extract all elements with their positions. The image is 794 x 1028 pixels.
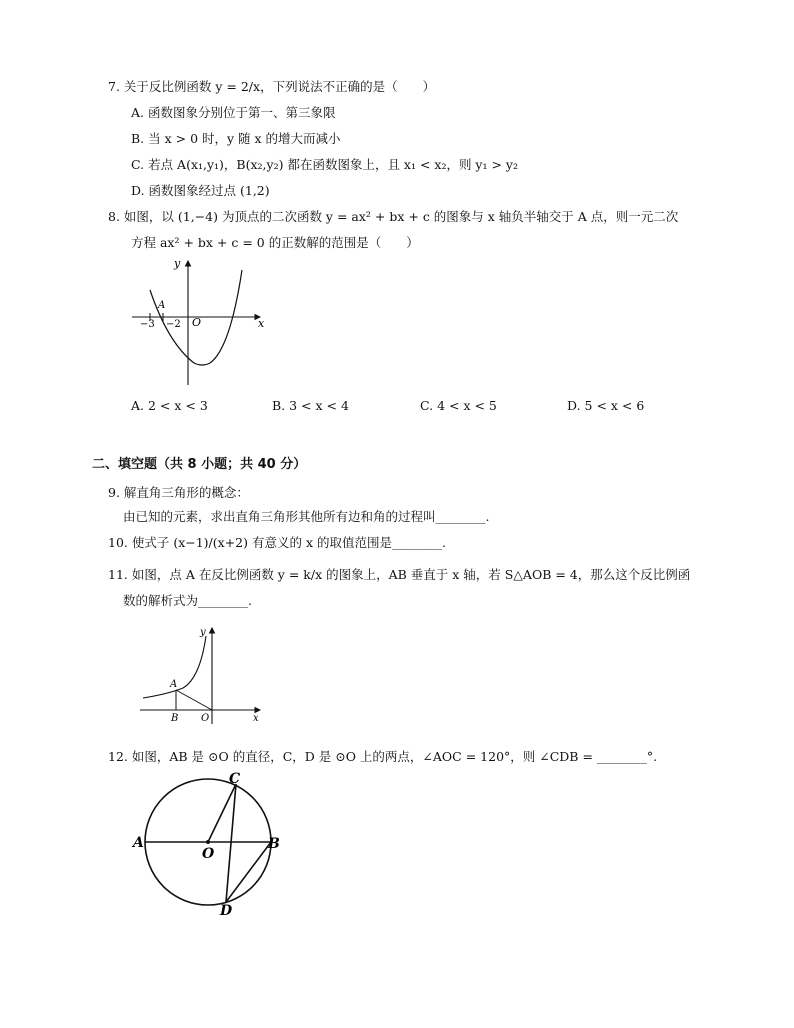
q8-option-b: B. 3 < x < 4 <box>272 398 349 413</box>
q8-label-a: A <box>158 300 166 311</box>
q7-option-a: A. 函数图象分别位于第一、第三象限 <box>131 105 336 120</box>
q12-label-d: D <box>220 903 233 919</box>
q11-hyperbola-graph <box>138 622 266 726</box>
q7-option-b: B. 当 x > 0 时，y 随 x 的增大而减小 <box>131 131 341 146</box>
q8-label-y: y <box>174 257 181 270</box>
q12-label-a: A <box>133 835 144 851</box>
q7-option-c: C. 若点 A(x₁,y₁)，B(x₂,y₂) 都在函数图象上，且 x₁ < x₂，则 y₁ > y₂ <box>131 157 519 172</box>
q8-stem-line1: 8. 如图，以 (1,−4) 为顶点的二次函数 y = ax² + bx + c 的图象与 x 轴负半轴交于 A 点，则一元二次 <box>108 209 679 224</box>
q11-label-a: A <box>170 679 178 690</box>
q7-stem: 7. 关于反比例函数 y = 2/x，下列说法不正确的是（ ） <box>108 79 436 94</box>
q11-label-x: x <box>253 713 259 724</box>
q12-label-b: B <box>268 836 280 852</box>
q12-stem: 12. 如图，AB 是 ⊙O 的直径，C，D 是 ⊙O 上的两点，∠AOC = 120°，则 ∠CDB = ________°. <box>108 749 658 764</box>
q11-stem-line1: 11. 如图，点 A 在反比例函数 y = k/x 的图象上，AB 垂直于 x 轴，若 S△AOB = 4，那么这个反比例函 <box>108 567 691 582</box>
section-2-title: 二、填空题（共 8 小题；共 40 分） <box>92 457 307 472</box>
q11-label-b: B <box>171 713 179 724</box>
q8-option-a: A. 2 < x < 3 <box>131 398 208 413</box>
q12-circle-diagram <box>130 768 290 920</box>
q8-stem-line2: 方程 ax² + bx + c = 0 的正数解的范围是（ ） <box>131 235 419 250</box>
q11-label-y: y <box>200 627 206 638</box>
q7-option-d: D. 函数图象经过点 (1,2) <box>131 183 270 198</box>
q10-stem: 10. 使式子 (x−1)/(x+2) 有意义的 x 的取值范围是________. <box>108 535 446 550</box>
q11-stem-line2: 数的解析式为________. <box>123 593 252 608</box>
q11-label-o: O <box>201 713 210 724</box>
q8-label-m3: −3 <box>140 319 155 330</box>
q8-option-d: D. 5 < x < 6 <box>567 398 645 413</box>
q8-option-c: C. 4 < x < 5 <box>420 398 497 413</box>
q8-label-x: x <box>258 317 265 330</box>
q8-label-m2: −2 <box>166 319 181 330</box>
q8-label-o: O <box>192 316 202 329</box>
q12-label-c: C <box>229 771 241 787</box>
q11-segment-ao <box>176 690 212 710</box>
q8-parabola-graph <box>130 255 280 390</box>
q12-label-o: O <box>202 846 215 862</box>
q12-center-point <box>206 840 210 844</box>
q9-body: 由已知的元素，求出直角三角形其他所有边和角的过程叫________. <box>123 509 490 524</box>
q9-stem: 9. 解直角三角形的概念： <box>108 485 249 500</box>
